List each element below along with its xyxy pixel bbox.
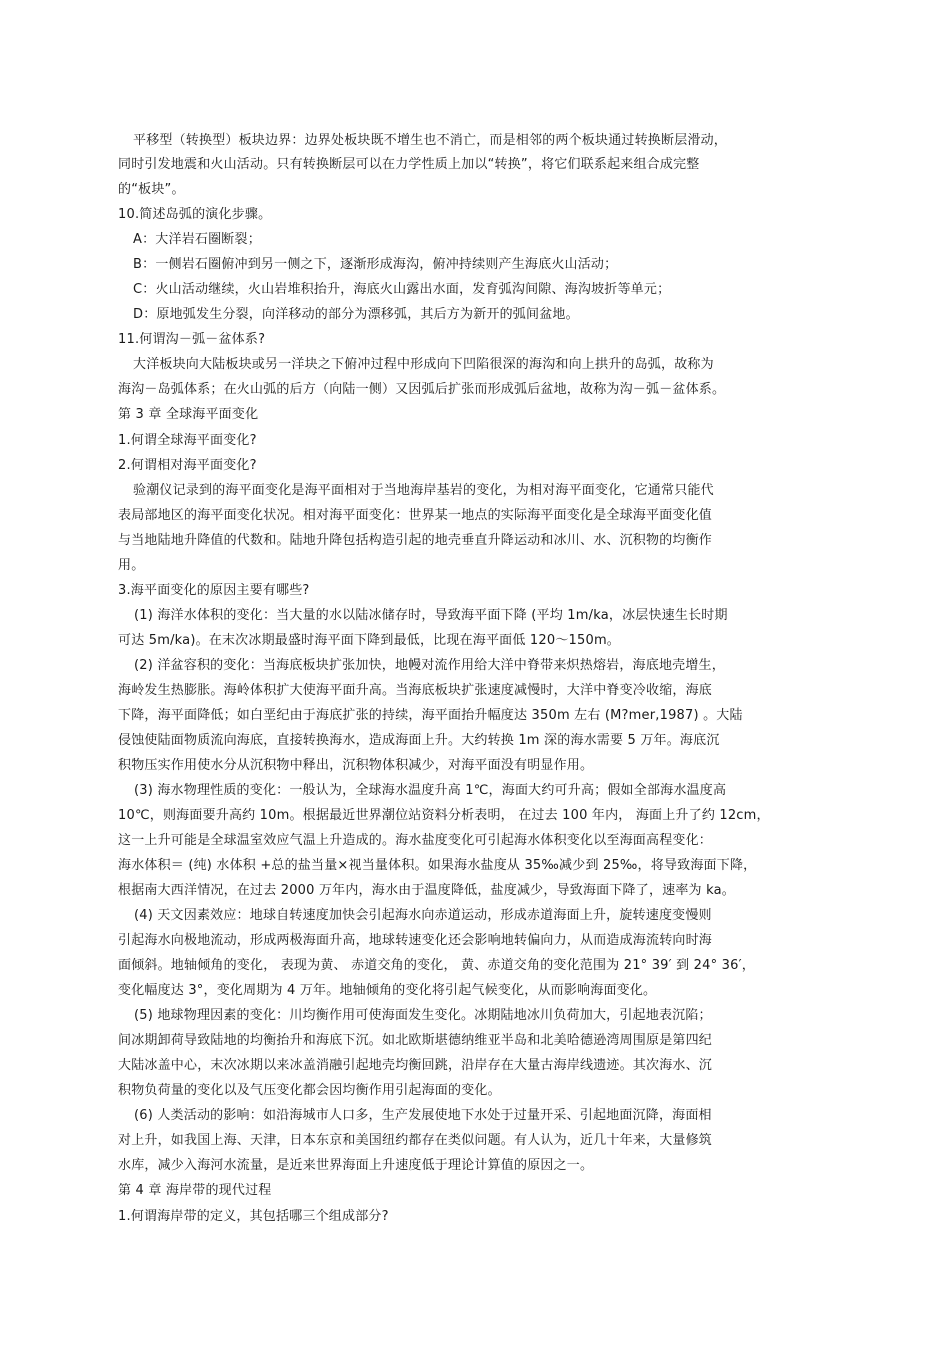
paragraph-line: 可达 5m/ka)。在末次冰期最盛时海平面下降到最低，比现在海平面低 120～150m。: [118, 633, 621, 648]
paragraph-line: 的“板块”。: [118, 182, 185, 197]
paragraph-line: (1) 海洋水体积的变化：当大量的水以陆冰储存时，导致海平面下降 (平均 1m/ka，冰层快速生长时期: [134, 608, 728, 623]
paragraph-line: 面倾斜。地轴倾角的变化， 表现为黄、 赤道交角的变化， 黄、赤道交角的变化范围为 21° 39′ 到 24° 36′，: [118, 958, 755, 973]
paragraph-line: 大陆冰盖中心，末次冰期以来冰盖消融引起地壳均衡回跳，沿岸存在大量古海岸线遗迹。其次海水、沉: [118, 1058, 713, 1073]
paragraph-line: 与当地陆地升降值的代数和。陆地升降包括构造引起的地壳垂直升降运动和冰川、水、沉积物的均衡作: [118, 533, 713, 548]
paragraph-line: 对上升，如我国上海、天津，日本东京和美国纽约都存在类似问题。有人认为，近几十年来，大量修筑: [118, 1133, 713, 1148]
question-heading: 3.海平面变化的原因主要有哪些?: [118, 583, 310, 598]
paragraph-line: 海水体积＝ (纯) 水体积 +总的盐当量×视当量体积。如果海水盐度从 35‰减少到 25‰，将导致海面下降，: [118, 858, 757, 873]
question-heading: 1.何谓海岸带的定义，其包括哪三个组成部分?: [118, 1209, 389, 1224]
paragraph-line: 根据南大西洋情况，在过去 2000 万年内，海水由于温度降低，盐度减少，导致海面下降了，速率为 ka。: [118, 883, 735, 898]
paragraph-line: 侵蚀使陆面物质流向海底，直接转换海水，造成海面上升。大约转换 1m 深的海水需要 5 万年。海底沉: [118, 733, 720, 748]
paragraph-line: (5) 地球物理因素的变化：川均衡作用可使海面发生变化。冰期陆地冰川负荷加大，引起地表沉陷；: [134, 1008, 712, 1023]
paragraph-line: 大洋板块向大陆板块或另一洋块之下俯冲过程中形成向下凹陷很深的海沟和向上拱升的岛弧，故称为: [133, 357, 714, 372]
paragraph-line: 用。: [118, 558, 145, 573]
paragraph-line: (2) 洋盆容积的变化：当海底板块扩张加快，地幔对流作用给大洋中脊带来炽热熔岩，海底地壳增生，: [134, 658, 725, 673]
question-heading: 10.简述岛弧的演化步骤。: [118, 207, 272, 222]
paragraph-line: (6) 人类活动的影响：如沿海城市人口多，生产发展使地下水处于过量开采、引起地面沉降，海面相: [134, 1108, 712, 1123]
paragraph-line: 验潮仪记录到的海平面变化是海平面相对于当地海岸基岩的变化，为相对海平面变化，它通常只能代: [133, 483, 714, 498]
paragraph-line: (3) 海水物理性质的变化：一般认为，全球海水温度升高 1℃，海面大约可升高；假如全部海水温度高: [134, 783, 727, 798]
paragraph-line: 同时引发地震和火山活动。只有转换断层可以在力学性质上加以“转换”，将它们联系起来组合成完整: [118, 157, 700, 172]
paragraph-line: 下降，海平面降低；如白垩纪由于海底扩张的持续，海平面抬升幅度达 350m 左右 (M?mer,1987) 。大陆: [118, 708, 743, 723]
chapter-heading: 第 3 章 全球海平面变化: [118, 407, 259, 422]
paragraph-line: 表局部地区的海平面变化状况。相对海平面变化：世界某一地点的实际海平面变化是全球海平面变化值: [118, 508, 713, 523]
paragraph-line: 积物负荷量的变化以及气压变化都会因均衡作用引起海面的变化。: [118, 1083, 501, 1098]
question-heading: 11.何谓沟－弧－盆体系?: [118, 332, 266, 347]
paragraph-line: 变化幅度达 3°，变化周期为 4 万年。地轴倾角的变化将引起气候变化，从而影响海面变化。: [118, 983, 657, 998]
list-item: D：原地弧发生分裂，向洋移动的部分为漂移弧，其后方为新开的弧间盆地。: [133, 307, 579, 322]
question-heading: 2.何谓相对海平面变化?: [118, 458, 257, 473]
paragraph-line: 引起海水向极地流动，形成两极海面升高，地球转速变化还会影响地转偏向力，从而造成海流转向时海: [118, 933, 713, 948]
paragraph-line: 水库，减少入海河水流量，是近来世界海面上升速度低于理论计算值的原因之一。: [118, 1158, 594, 1173]
chapter-heading: 第 4 章 海岸带的现代过程: [118, 1183, 272, 1198]
paragraph-line: (4) 天文因素效应：地球自转速度加快会引起海水向赤道运动，形成赤道海面上升，旋转速度变慢则: [134, 908, 712, 923]
paragraph-line: 平移型（转换型）板块边界：边界处板块既不增生也不消亡，而是相邻的两个板块通过转换断层滑动，: [133, 133, 728, 148]
list-item: B：一侧岩石圈俯冲到另一侧之下，逐渐形成海沟，俯冲持续则产生海底火山活动；: [133, 257, 618, 272]
paragraph-line: 海岭发生热膨胀。海岭体积扩大使海平面升高。当海底板块扩张速度减慢时，大洋中脊变冷收缩，海底: [118, 683, 713, 698]
paragraph-line: 10℃，则海面要升高约 10m。根据最近世界潮位站资料分析表明， 在过去 100 年内， 海面上升了约 12cm，: [118, 808, 770, 823]
paragraph-line: 积物压实作用使水分从沉积物中释出，沉积物体积减少，对海平面没有明显作用。: [118, 758, 594, 773]
paragraph-line: 这一上升可能是全球温室效应气温上升造成的。海水盐度变化可引起海水体积变化以至海面高程变化：: [118, 833, 713, 848]
list-item: A：大洋岩石圈断裂；: [133, 232, 261, 247]
list-item: C：火山活动继续，火山岩堆积抬升，海底火山露出水面，发育弧沟间隙、海沟坡折等单元；: [133, 282, 671, 297]
paragraph-line: 间冰期卸荷导致陆地的均衡抬升和海底下沉。如北欧斯堪德纳维亚半岛和北美哈德逊湾周围原是第四纪: [118, 1033, 713, 1048]
paragraph-line: 海沟－岛弧体系；在火山弧的后方（向陆一侧）又因弧后扩张而形成弧后盆地，故称为沟－弧－盆体系。: [118, 382, 726, 397]
question-heading: 1.何谓全球海平面变化?: [118, 433, 257, 448]
